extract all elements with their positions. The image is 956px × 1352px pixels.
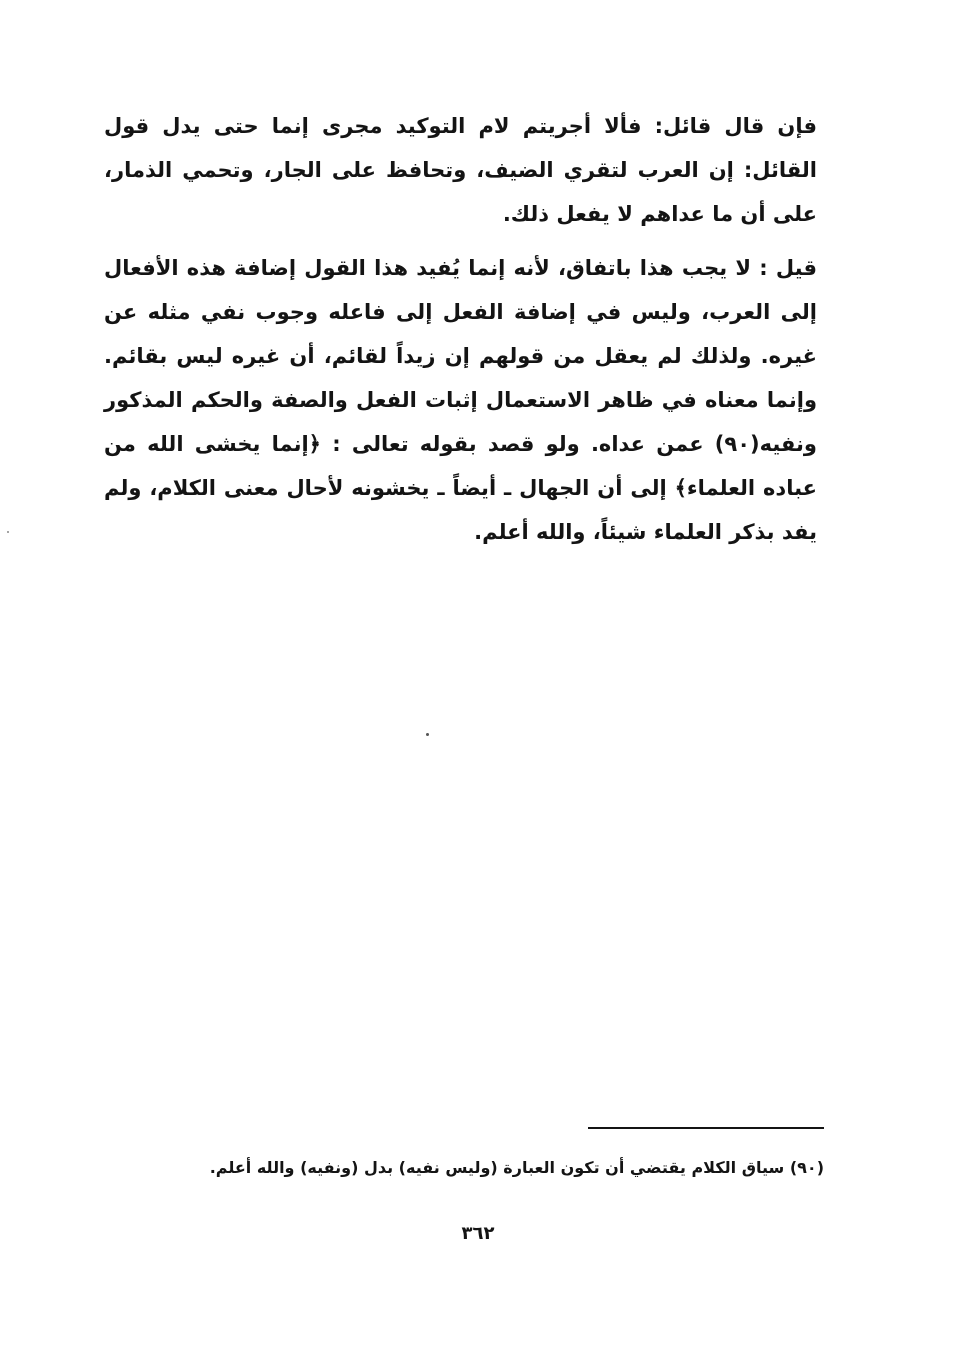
scan-speck (7, 531, 9, 533)
paragraph-2: قيل : لا يجب هذا باتفاق، لأنه إنما يُفيد هذا القول إضافة هذه الأفعال إلى العرب، وليس في إضافة الفعل إلى فاعله وجوب نفي مثله عن غيره. ولذلك لم يعقل من قولهم إن زيداً لقائم، أن غيره ليس بقائم. وإنما معناه في ظاهر الاستعمال إثبات الفعل والصفة والحكم المذكور ونفيه(٩٠) عمن عداه. ولو قصد بقوله تعالى : ﴿إنما يخشى الله من عباده العلماء﴾ إلى أن الجهال ـ أيضاً ـ يخشونه لأحال معنى الكلام، ولم يفد بذكر العلماء شيئاً، والله أعلم. (104, 256, 817, 544)
footnote-90: (٩٠) سياق الكلام يقتضي أن تكون العبارة (وليس نفيه) بدل (ونفيه) والله أعلم. (209, 1158, 824, 1177)
paragraph-1: فإن قال قائل: فألا أجريتم لام التوكيد مجرى إنما حتى يدل قول القائل: إن العرب لتقري الضيف، وتحافظ على الجار، وتحمي الذمار، على أن ما عداهم لا يفعل ذلك. (104, 114, 817, 226)
page-number: ٣٦٢ (461, 1223, 495, 1244)
scan-speck (426, 733, 429, 736)
footnote-divider (588, 1127, 824, 1129)
